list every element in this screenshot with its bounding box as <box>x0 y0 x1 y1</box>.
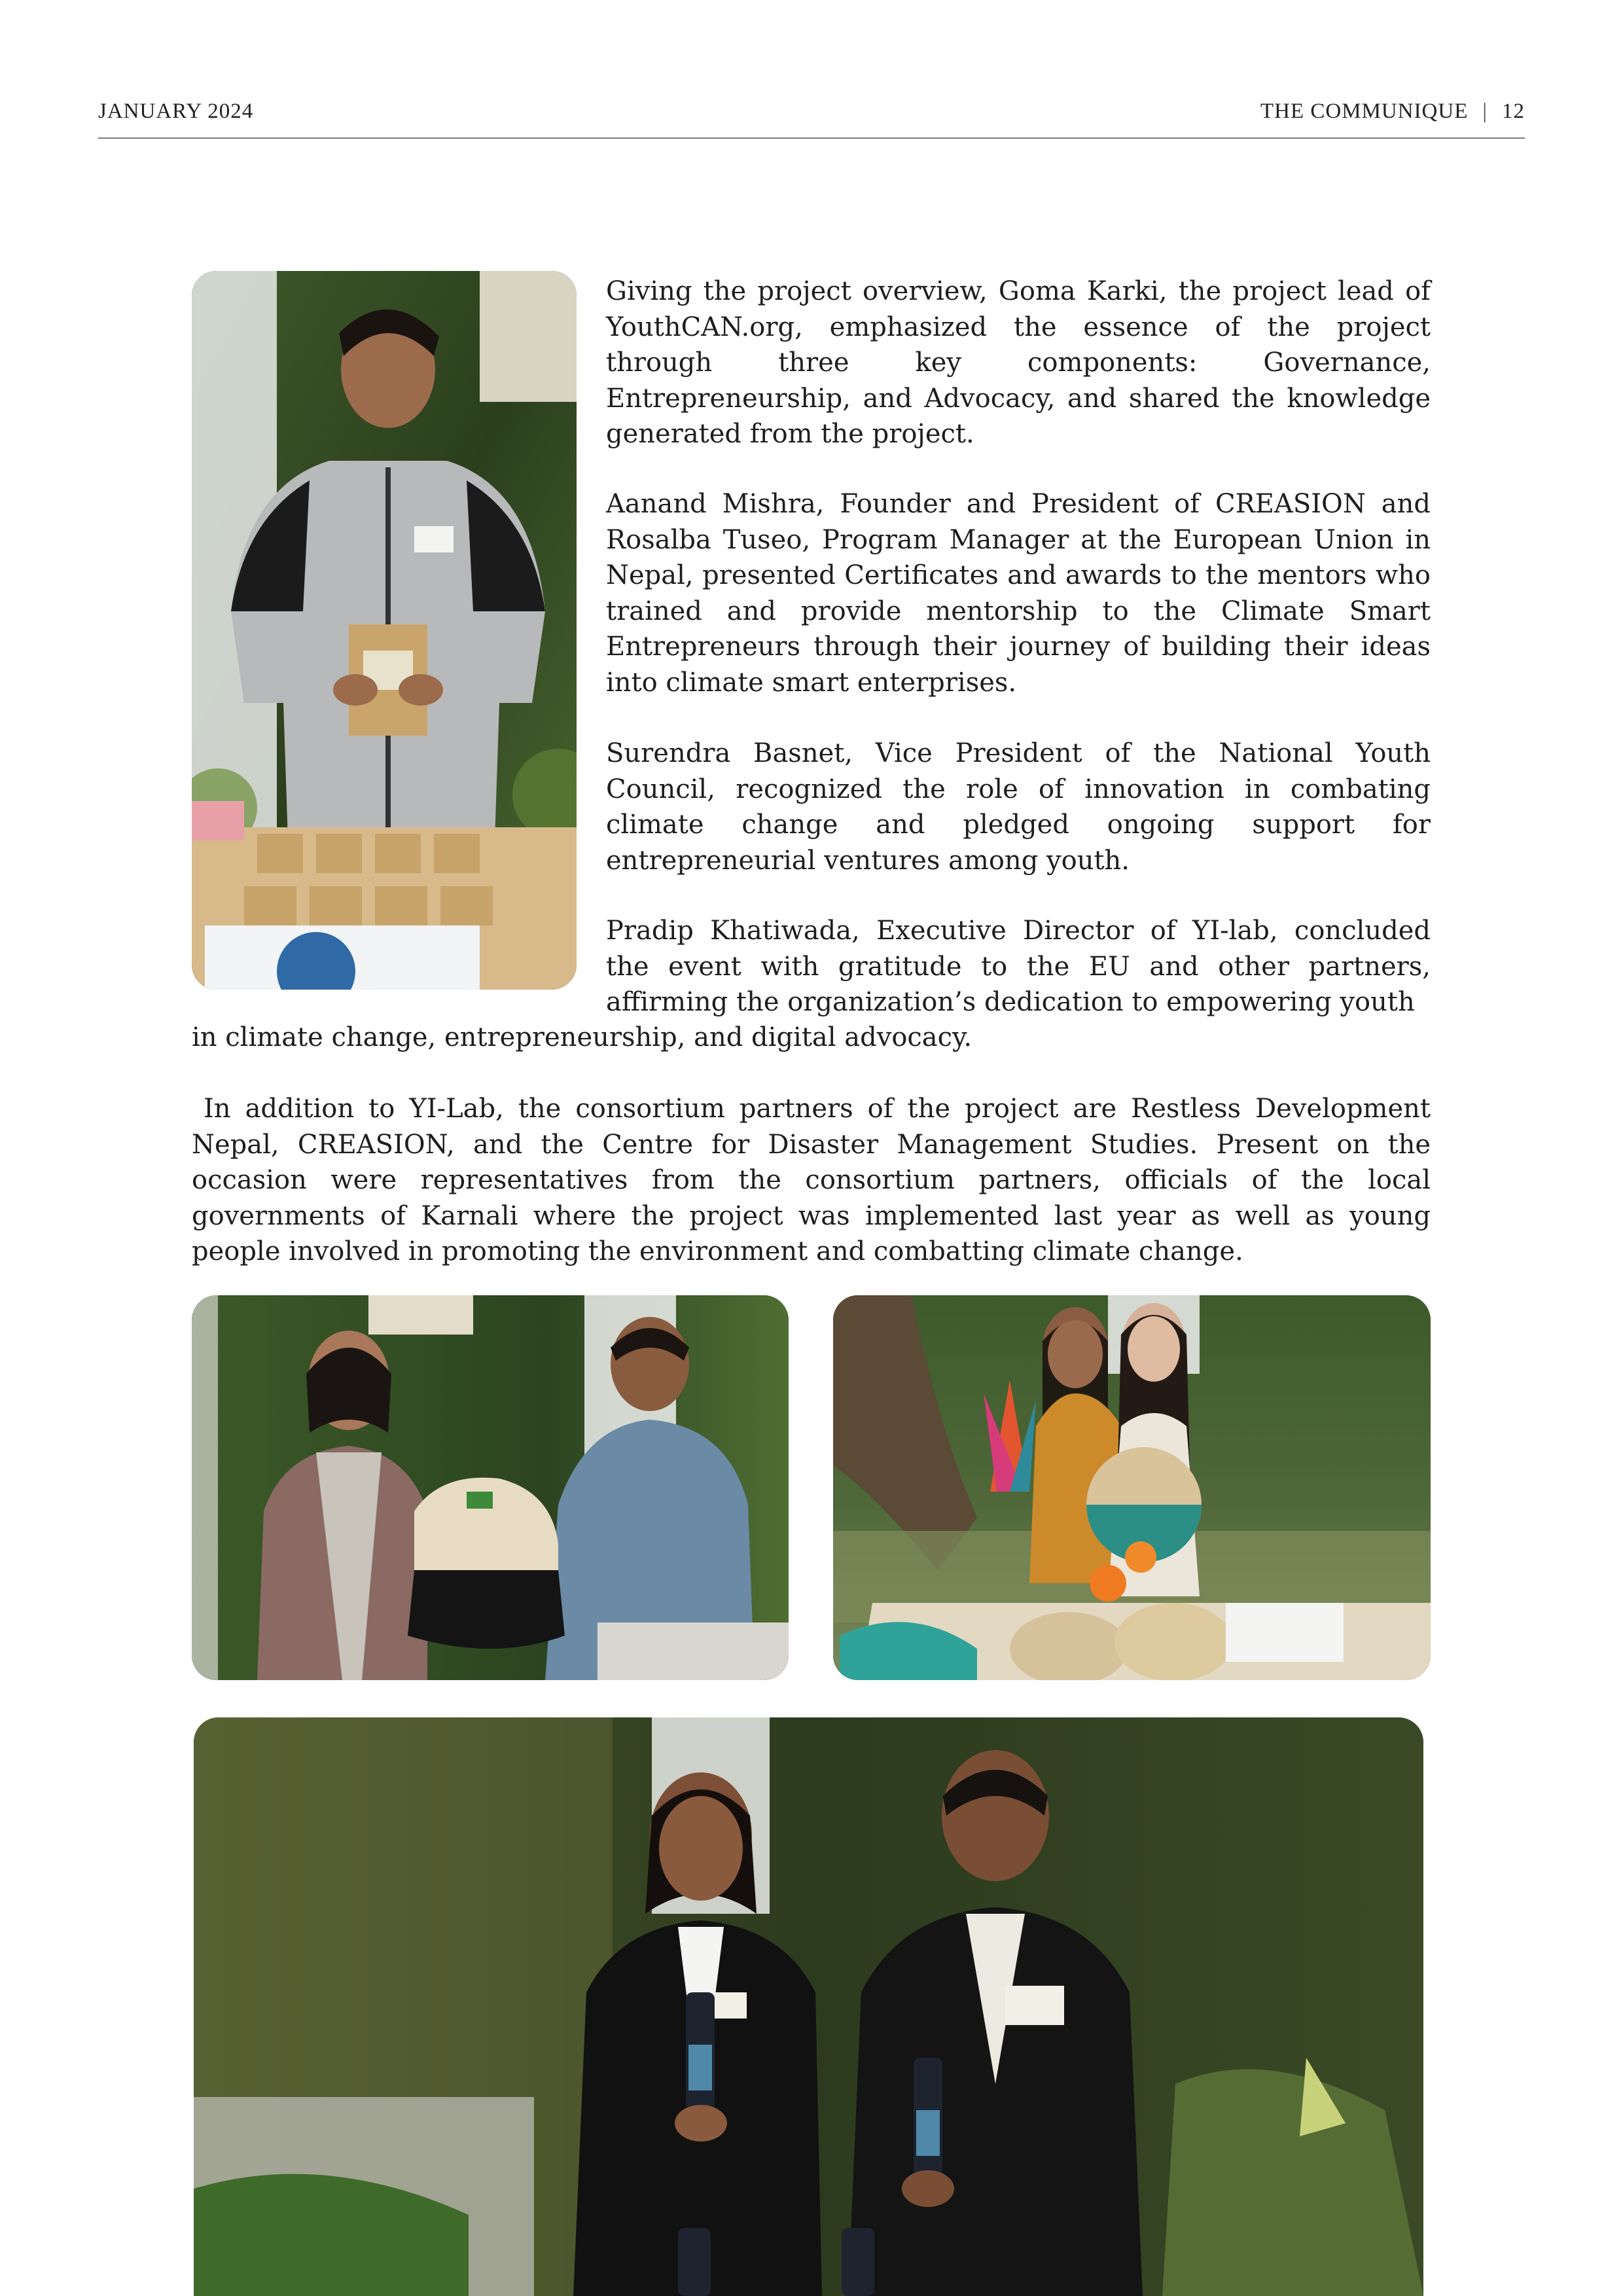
header-separator: | <box>1482 99 1488 123</box>
issue-date: JANUARY 2024 <box>98 99 254 123</box>
running-header <box>98 97 1525 139</box>
paragraph-consortium: In addition to YI-Lab, the consortium partners of the project are Restless Development Nepal, CREASION, and the Centre for Disaster Management Studies. Present on the occasion were representatives from the consortium partners, officials of the local governments of Karnali where the project was implemented last year as well as young people involved in promoting the environment and combatting climate change. <box>192 1094 1431 1266</box>
page-number: 12 <box>1502 99 1525 123</box>
paragraph-certificates: Aanand Mishra, Founder and President of CREASION and Rosalba Tuseo, Program Manager at the European Union in Nepal, presented Certificates and awards to the mentors who trained and provide mentorship to the Climate Smart Entrepreneurs through their journey of building their ideas into climate smart enterprises. <box>606 489 1431 698</box>
paragraph-project-overview: Giving the project overview, Goma Karki, the project lead of YouthCAN.org, emphasized the essence of the project through three key components: Governance, Entrepreneurship, and Advocacy, and shared the knowledge generated from the project. <box>606 276 1431 449</box>
publication-name: THE COMMUNIQUE <box>1260 99 1469 123</box>
photo-handicraft-stall <box>833 1295 1431 1680</box>
photo-bag-presentation <box>192 1295 789 1680</box>
paragraph-conclusion: Pradip Khatiwada, Executive Director of YI-lab, concluded the event with gratitude to the EU and other partners, affirming the organization’s dedication to empowering youth <box>606 916 1431 1017</box>
paragraph-youth-council: Surendra Basnet, Vice President of the National Youth Council, recognized the role of innovation in combating climate change and pledged ongoing support for entrepreneurial ventures among youth. <box>606 738 1431 876</box>
publication-info <box>1260 99 1525 124</box>
photo-bottled-product-stall <box>194 1717 1423 2296</box>
paragraph-conclusion-continued: in climate change, entrepreneurship, and digital advocacy. <box>192 1022 972 1052</box>
photo-young-man-with-product <box>192 271 577 990</box>
